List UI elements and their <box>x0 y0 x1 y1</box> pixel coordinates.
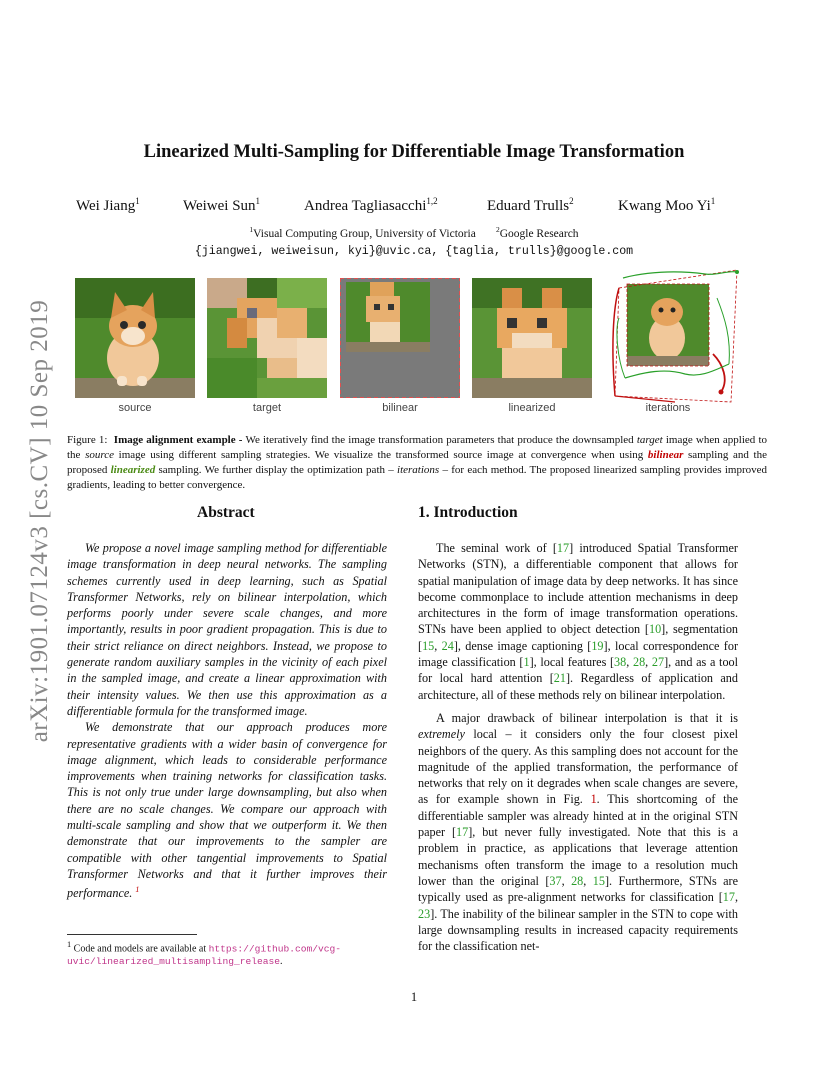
figure-bilinear-image <box>340 278 460 398</box>
figure-label-source: source <box>118 402 152 414</box>
author-3: Andrea Tagliasacchi$^{1,2}$ <box>304 196 438 214</box>
figure-label-target: target <box>252 402 282 414</box>
citation-link[interactable]: 28 <box>632 655 646 670</box>
citation-link[interactable]: 17 <box>722 890 735 905</box>
citation-link[interactable]: 38 <box>614 655 627 670</box>
affiliations: $^1$Visual Computing Group, University of Victoria $^2$Google Research <box>249 225 579 240</box>
introduction-body <box>418 540 738 954</box>
figure-target-image <box>207 278 327 398</box>
abstract-body <box>67 540 387 902</box>
citation-link[interactable]: 21 <box>553 671 566 686</box>
footnote-marker: 1 <box>135 885 140 895</box>
citation-link[interactable]: 37 <box>549 873 562 888</box>
citation-link[interactable]: 27 <box>651 655 665 670</box>
author-1: Wei Jiang$^1$ <box>76 196 140 214</box>
intro-paragraph-1: The seminal work of [17] introduced Spatial Transformer Networks (STN), a differentiable component that allows for spatial manipulation of image data by deep networks. It has since become commonplace to include attention mechanisms in deep architectures in the form of image transformation operations. STNs have been applied to object detection [10], segmentation [15, 24], dense image captioning [19], local correspondence for image classification [1], local features [38, 28, 27], and as a tool for local hard attention [21]. Regardless of application and architecture, all of these methods rely on bilinear interpolation. <box>418 541 739 702</box>
citation-link[interactable]: 17 <box>456 825 469 840</box>
introduction-heading: 1. Introduction <box>418 504 518 521</box>
citation-link[interactable]: 15 <box>422 638 435 653</box>
code-url-link[interactable]: https://github.com/vcg-uvic/linearized_multisampling_release <box>67 943 342 968</box>
page-number: 1 <box>410 990 418 1004</box>
footnote: $^1$ Code and models are available at https://github.com/vcg-uvic/linearized_multisampling_release. <box>67 940 342 968</box>
figure-linearized-image <box>472 278 592 398</box>
abstract-heading: Abstract <box>197 504 255 521</box>
footnote-rule <box>67 934 197 935</box>
paper-title: Linearized Multi-Sampling for Differentiable Image Transformation <box>143 142 685 162</box>
citation-link[interactable]: 28 <box>571 873 584 888</box>
abstract-paragraph-2: We demonstrate that our approach produces more representative gradients with a wider basin of convergence for image alignment, which leads to considerable performance improvements when training networks for classification tasks. This is not only true under large downsampling, but also when there are no scale changes. We compare our approach with multi-scale sampling and show that we outperform it. We then demonstrate that our improvements to the sampler are compatible with other tangential improvements to Spatial Transformer Networks and that it further improves their performance. $^1$ <box>67 720 387 901</box>
arxiv-stamp: arXiv:1901.07124v3 [cs.CV] 10 Sep 2019 <box>26 299 53 743</box>
citation-link[interactable]: 19 <box>591 638 604 653</box>
figure-iterations-plot <box>605 268 745 408</box>
figure-label-linearized: linearized <box>508 402 556 414</box>
author-2: Weiwei Sun$^1$ <box>183 196 261 214</box>
citation-link[interactable]: 10 <box>648 622 662 637</box>
author-5: Kwang Moo Yi$^1$ <box>618 196 716 214</box>
figure-link[interactable]: 1 <box>590 792 597 807</box>
figure-label-bilinear: bilinear <box>382 402 418 414</box>
author-4: Eduard Trulls$^2$ <box>487 196 574 214</box>
abstract-paragraph-1: We propose a novel image sampling method for differentiable image transformation in deep neural networks. The sampling schemes currently used in deep learning, such as Spatial Transformer Networks, rely on bilinear interpolation, which performs poorly under severe scale changes, and more importantly, results in poor gradient propagation. This is due to their strict reliance on direct neighbors. Instead, we propose to generate random auxiliary samples in the vicinity of each pixel in the sampled image, and create a linear approximation with their intensity values. We then use this approximation as a differentiable formula for the transformed image. <box>67 541 387 718</box>
citation-link[interactable]: 24 <box>441 638 454 653</box>
author-emails: {jiangwei, weiweisun, kyi}@uvic.ca, {taglia, trulls}@google.com <box>194 245 634 258</box>
citation-link[interactable]: 15 <box>592 873 605 888</box>
figure-caption: Figure 1: Image alignment example - We iteratively find the image transformation parameters that produce the downsampled target image when applied to the source image using different sampling strategies. We visualize the transformed source image at convergence when using bilinear sampling and the proposed linearized sampling. We further display the optimization path – iterations – for each method. The proposed linearized sampling provides improved gradients, leading to better convergence. <box>67 434 768 491</box>
figure-source-image <box>75 278 195 398</box>
citation-link[interactable]: 23 <box>418 906 431 921</box>
citation-link[interactable]: 1 <box>523 655 530 670</box>
figure-label-iterations: iterations <box>645 402 691 414</box>
citation-link[interactable]: 17 <box>556 541 570 555</box>
intro-paragraph-2: A major drawback of bilinear interpolation is that it is extremely local – it considers only the four closest pixel neighbors of the query. As this sampling does not account for the magnitude of the applied transformation, the performance of networks that rely on it degrades when scale changes are severe, as for example shown in Fig. 1. This shortcoming of the differentiable sampler was already hinted at in the original STN paper [17], but never fully investigated. Note that this is a problem in practice, as applications that leverage attention mechanisms often transform the image to a resolution much lower than the original [37, 28, 15]. Furthermore, STNs are typically used as pre-alignment networks for classification [17, 23]. The inability of the bilinear sampler in the STN to cope with large downsampling results in increased capacity requirements for the classification net- <box>418 710 739 954</box>
